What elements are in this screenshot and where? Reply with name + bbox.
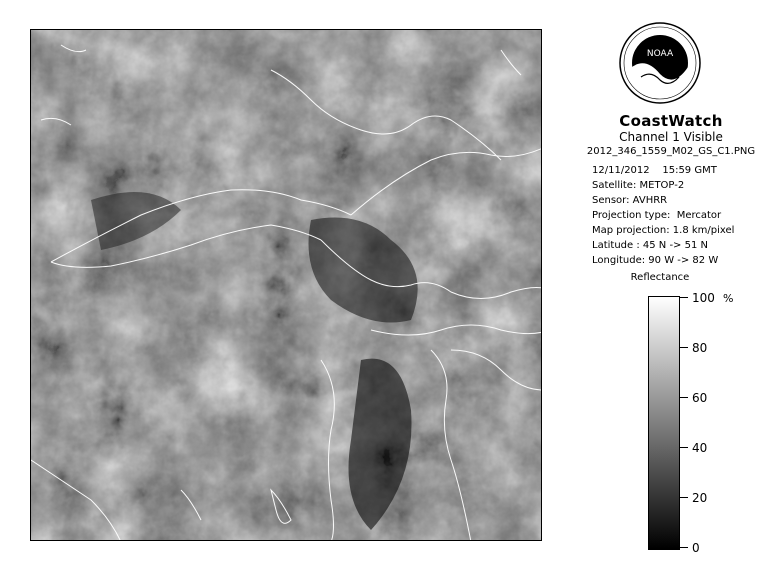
channel-subtitle: Channel 1 Visible bbox=[619, 130, 723, 144]
noaa-logo bbox=[619, 22, 701, 104]
filename: 2012_346_1559_M02_GS_C1.PNG bbox=[586, 146, 756, 157]
scale-tick bbox=[680, 397, 688, 398]
scale-tick-label: 100 bbox=[692, 291, 715, 305]
scale-tick-label: 20 bbox=[692, 491, 708, 505]
reflectance-colorbar bbox=[648, 296, 680, 550]
datetime: 12/11/2012 15:59 GMT bbox=[592, 165, 717, 176]
latitude-range: Latitude : 45 N -> 51 N bbox=[592, 240, 708, 251]
sensor: Sensor: AVHRR bbox=[592, 195, 668, 206]
scale-tick-label: 80 bbox=[692, 341, 708, 355]
scale-tick bbox=[680, 547, 688, 548]
scale-tick bbox=[680, 347, 688, 348]
map-projection: Map projection: 1.8 km/pixel bbox=[592, 225, 735, 236]
product-title: CoastWatch bbox=[619, 112, 723, 130]
scale-tick-label: 40 bbox=[692, 441, 708, 455]
scale-unit: % bbox=[723, 292, 734, 305]
scale-label: Reflectance bbox=[630, 272, 690, 283]
scale-tick bbox=[680, 297, 688, 298]
satellite-image bbox=[30, 29, 542, 541]
longitude-range: Longitude: 90 W -> 82 W bbox=[592, 255, 719, 266]
metadata-block bbox=[592, 163, 772, 268]
scale-tick-label: 60 bbox=[692, 391, 708, 405]
scale-tick-label: 0 bbox=[692, 541, 700, 555]
noaa-logo-text: NOAA bbox=[646, 49, 674, 59]
scale-tick bbox=[680, 447, 688, 448]
satellite: Satellite: METOP-2 bbox=[592, 180, 685, 191]
scale-tick bbox=[680, 497, 688, 498]
projection-type: Projection type: Mercator bbox=[592, 210, 722, 221]
